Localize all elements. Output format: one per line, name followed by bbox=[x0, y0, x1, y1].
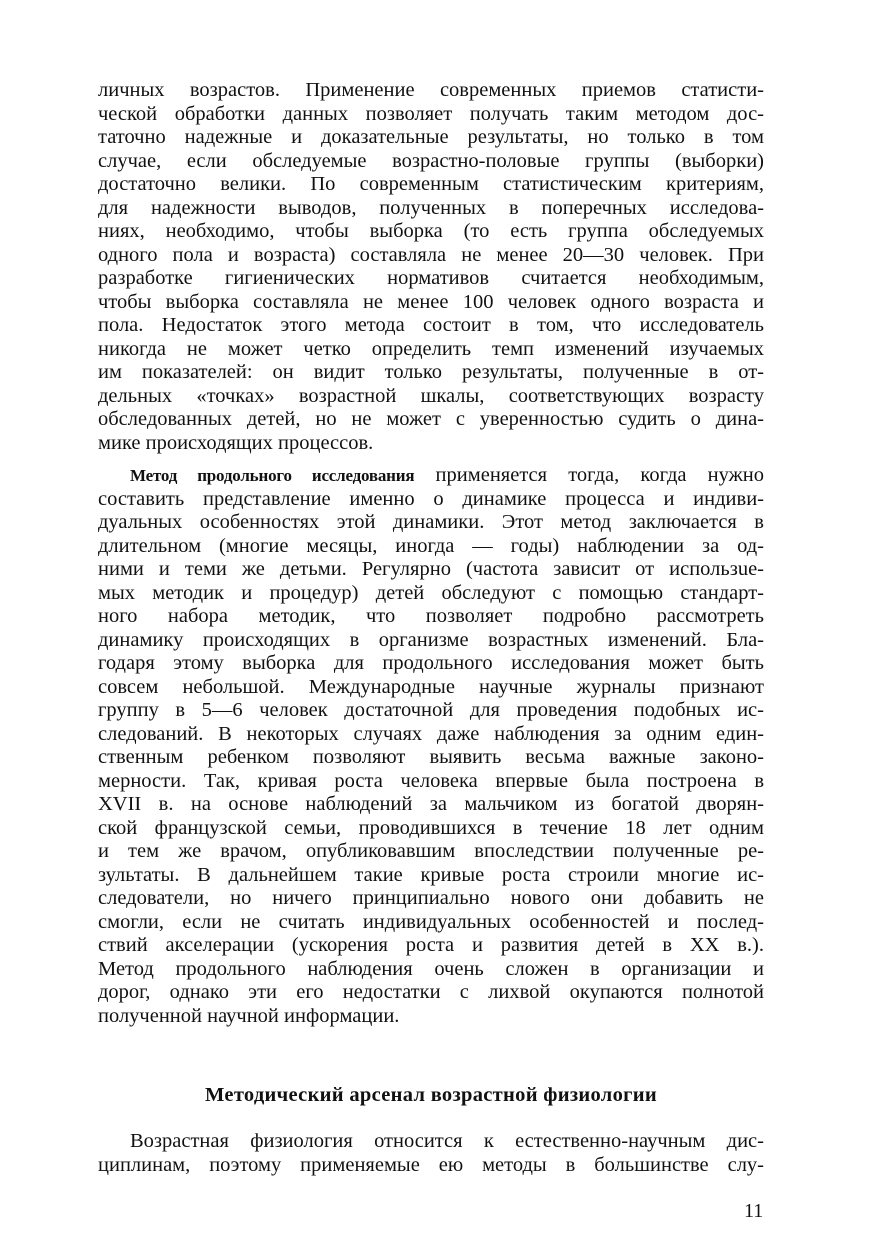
text-line: ниях, необходимо, чтобы выборка (то есть группа обследуемых bbox=[98, 220, 764, 242]
text-line: ного набора методик, что позволяет подробно рассмотреть bbox=[98, 605, 764, 627]
text-line: ственным ребенком позволяют выявить весьма важные законо- bbox=[98, 746, 764, 768]
text-line: таточно надежные и доказательные результаты, но только в том bbox=[98, 126, 764, 148]
text-line: и тем же врачом, опубликовавшим впоследствии полученные ре- bbox=[98, 840, 764, 862]
text-line: зультаты. В дальнейшем такие кривые роста строили многие ис- bbox=[98, 863, 764, 886]
text-line: полученной научной информации. bbox=[98, 1004, 400, 1027]
text-line: одного пола и возраста) составляла не менее 20—30 человек. При bbox=[98, 243, 764, 266]
text-fragment: применяется тогда, когда нужно bbox=[414, 464, 765, 486]
run-in-term: Метод продольного исследования bbox=[130, 466, 415, 485]
text-line: для надежности выводов, полученных в поперечных исследова- bbox=[98, 196, 764, 219]
text-line: динамику происходящих в организме возрастных изменений. Бла- bbox=[98, 628, 764, 651]
text-line: пола. Недостаток этого метода состоит в том, что исследователь bbox=[98, 314, 764, 336]
text-line: ческой обработки данных позволяет получать таким методом дос- bbox=[98, 102, 764, 125]
text-line: ской французской семьи, проводившихся в течение 18 лет одним bbox=[98, 816, 764, 839]
text-line: разработке гигиенических нормативов считается необходимым, bbox=[98, 267, 764, 289]
text-line: годаря этому выборка для продольного исследования может быть bbox=[98, 652, 764, 674]
text-line bbox=[98, 464, 764, 488]
text-line: никогда не может четко определить темп изменений изучаемых bbox=[98, 337, 764, 360]
text-line: случае, если обследуемые возрастно-половые группы (выборки) bbox=[98, 149, 764, 172]
text-line: ними и теми же детьми. Регулярно (частота зависит от использue- bbox=[98, 558, 764, 580]
text-line: смогли, если не считать индивидуальных особенностей и послед- bbox=[98, 910, 764, 933]
text-line: циплинам, поэтому применяемые ею методы в большинстве слу- bbox=[98, 1153, 764, 1176]
text-line: чтобы выборка составляла не менее 100 человек одного возраста и bbox=[98, 290, 764, 313]
text-line: дельных «точках» возрастной шкалы, соответствующих возрасту bbox=[98, 384, 764, 407]
text-line: составить представление именно о динамике процесса и индиви- bbox=[98, 487, 764, 510]
text-line: следователи, но ничего принципиально нового они добавить не bbox=[98, 887, 764, 909]
text-line: личных возрастов. Применение современных приемов статисти- bbox=[98, 79, 764, 101]
text-line: совсем небольшой. Международные научные журналы признают bbox=[98, 675, 764, 698]
page-number: 11 bbox=[744, 1200, 764, 1222]
text-line: дорог, однако эти его недостатки с лихвой окупаются полнотой bbox=[98, 981, 764, 1003]
text-line: обследованных детей, но не может с уверенностью судить о дина- bbox=[98, 408, 764, 430]
text-line: им показателей: он видит только результаты, полученные в от- bbox=[98, 361, 764, 383]
text-line: достаточно велики. По современным статистическим критериям, bbox=[98, 173, 764, 195]
paragraph-physiology-methods bbox=[98, 1130, 764, 1177]
text-line: мике происходящих процессов. bbox=[98, 431, 374, 454]
text-line: ствий акселерации (ускорения роста и развития детей в XX в.). bbox=[98, 934, 764, 956]
text-line: группу в 5—6 человек достаточной для проведения подобных ис- bbox=[98, 699, 764, 721]
section-heading: Методический арсенал возрастной физиологии bbox=[205, 1084, 657, 1106]
text-line: мых методик и процедур) детей обследуют с помощью стандарт- bbox=[98, 581, 764, 604]
text-line: мерности. Так, кривая роста человека впервые была построена в bbox=[98, 769, 764, 792]
text-line: XVII в. на основе наблюдений за мальчиком из богатой дворян- bbox=[98, 793, 764, 815]
text-line: Возрастная физиология относится к естественно-научным дис- bbox=[130, 1130, 764, 1152]
paragraph-cross-sectional-method bbox=[98, 79, 764, 455]
text-line: Метод продольного наблюдения очень сложен в организации и bbox=[98, 957, 764, 980]
text-line: дуальных особенностях этой динамики. Этот метод заключается в bbox=[98, 511, 764, 533]
text-line: длительном (многие месяцы, иногда — годы) наблюдении за од- bbox=[98, 534, 764, 557]
paragraph-longitudinal-method bbox=[98, 464, 764, 1028]
text-line: следований. В некоторых случаях даже наблюдения за одним един- bbox=[98, 722, 764, 745]
